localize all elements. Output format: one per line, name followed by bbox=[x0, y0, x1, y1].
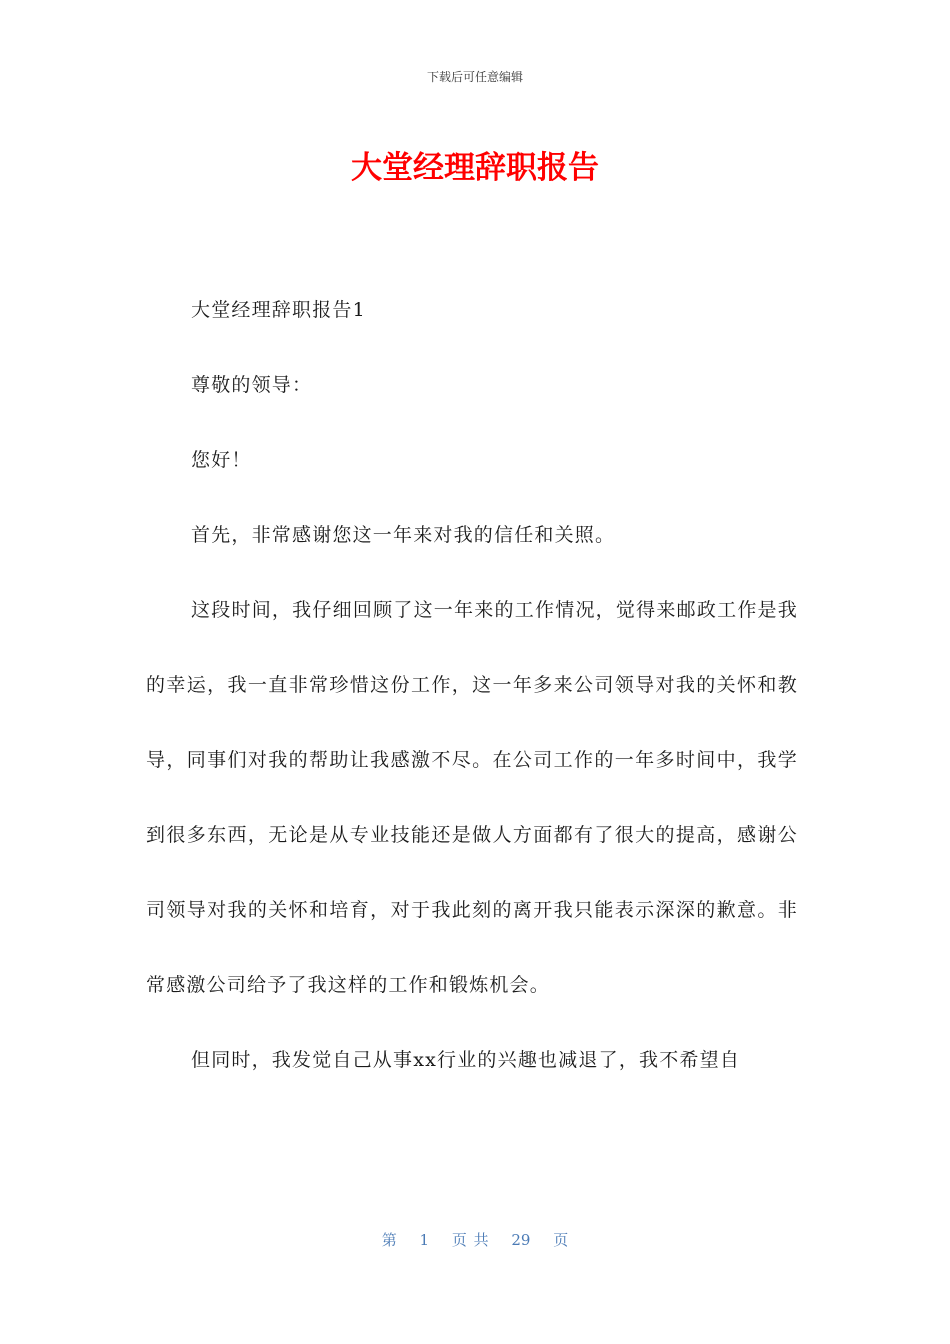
document-title: 大堂经理辞职报告 bbox=[351, 150, 599, 186]
footer-current-page: 1 bbox=[419, 1231, 430, 1249]
paragraph-reflection: 这段时间，我仔细回顾了这一年来的工作情况，觉得来邮政工作是我的幸运，我一直非常珍惜这份工作，这一年多来公司领导对我的关怀和教导，同事们对我的帮助让我感激不尽。在公司工作的一年多时间中，我学到很多东西，无论是从专业技能还是做人方面都有了很大的提高，感谢公司领导对我的关怀和培育，对于我此刻的离开我只能表示深深的歉意。非常感激公司给予了我这样的工作和锻炼机会。 bbox=[146, 599, 798, 996]
footer-of-label: 页 共 bbox=[451, 1231, 489, 1249]
paragraph-interest: 但同时，我发觉自己从事xx行业的兴趣也减退了，我不希望自 bbox=[191, 1049, 741, 1071]
footer-total-pages: 29 bbox=[511, 1231, 531, 1249]
page-footer bbox=[0, 1229, 950, 1250]
document-body bbox=[146, 273, 798, 1098]
paragraph-salutation: 尊敬的领导： bbox=[191, 374, 313, 396]
paragraph-subtitle: 大堂经理辞职报告1 bbox=[191, 299, 366, 321]
paragraph-greeting: 您好！ bbox=[191, 449, 252, 471]
paragraph-thanks: 首先，非常感谢您这一年来对我的信任和关照。 bbox=[191, 524, 616, 546]
footer-page-label: 第 bbox=[381, 1231, 397, 1249]
footer-pages-label: 页 bbox=[553, 1231, 569, 1249]
header-note: 下载后可任意编辑 bbox=[426, 70, 523, 84]
